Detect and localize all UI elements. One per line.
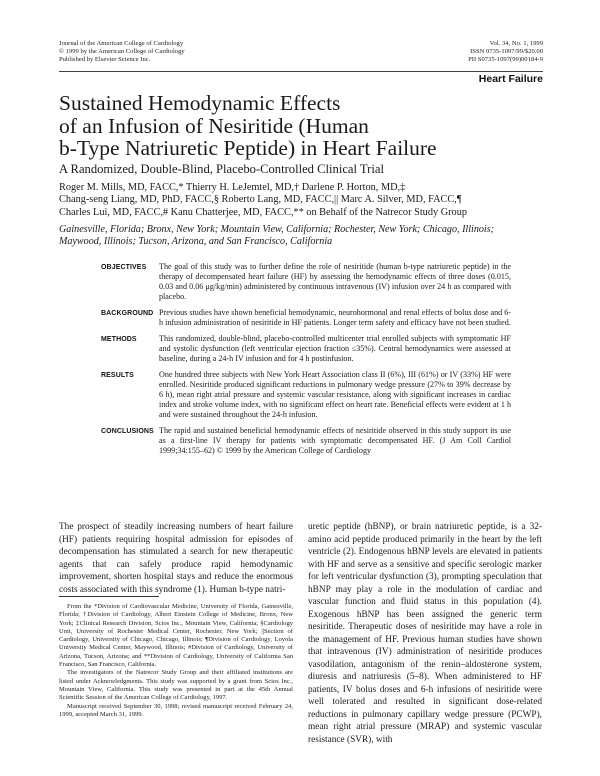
article-subtitle: A Randomized, Double-Blind, Placebo-Controlled Clinical Trial	[59, 162, 384, 176]
journal-info	[59, 40, 259, 65]
footnote-dates: Manuscript received September 30, 1998; revised manuscript received February 24, 1999, accepted March 31, 1999.	[59, 702, 293, 718]
affiliation-locations	[59, 224, 543, 249]
abstract-label: OBJECTIVES	[101, 264, 147, 271]
structured-abstract	[59, 262, 543, 456]
abstract-text: This randomized, double-blind, placebo-controlled multicenter trial enrolled subjects with symptomatic HF and systolic dysfunction (left ventricular ejection fraction ≤35%). Central hemodynamics were assessed at baseline, during a 24-h IV infusion and for 4 h postinfusion.	[159, 334, 511, 363]
abstract-label: BACKGROUND	[101, 310, 154, 317]
publisher-line: Published by Elsevier Science Inc.	[59, 56, 151, 64]
affiliation-line-1: Gainesville, Florida; Bronx, New York; Mountain View, California; Rochester, New York; Chicago, Illinois;	[59, 224, 495, 235]
title-line-2: of an Infusion of Nesiritide (Human	[59, 113, 369, 138]
section-label: Heart Failure	[478, 73, 543, 85]
body-paragraph: uretic peptide (hBNP), or brain natriuretic peptide, is a 32-amino acid peptide produced primarily in the heart by the left ventricle (2). Endogenous hBNP levels are elevated in patients with HF and serve as a sensitive and specific serologic marker for left ventricular dysfunction (3), prompting speculation that hBNP may play a role in the modulation of cardiac and vascular function and fluid status in this population (4). Exogenous hBNP has been assigned the generic term nesiritide. Therapeutic doses of nesiritide may have a role in the management of HF. Previous human studies have shown that intravenous (IV) administration of nesiritide produces vasodilation, antagonism of the renin–aldosterone system, diuresis and natriuresis (5–8). When administered to HF patients, IV bolus doses and 6-h infusions of nesiritide were well tolerated and resulted in significant dose-related reductions in pulmonary capillary wedge pressure (PCWP), mean right atrial pressure (MRAP) and systemic vascular resistance (SVR), with	[308, 522, 542, 745]
abstract-methods	[59, 334, 543, 364]
abstract-label: RESULTS	[101, 372, 134, 379]
abstract-background	[59, 308, 543, 328]
abstract-text: The rapid and sustained beneficial hemodynamic effects of nesiritide observed in this study support its use as a first-line IV therapy for patients with symptomatic decompensated HF. (J Am Coll Cardiol 1999;34:155–62) © 1999 by the American College of Cardiology	[159, 426, 511, 455]
footnotes	[59, 603, 293, 719]
author-list	[59, 182, 543, 219]
abstract-conclusions	[59, 426, 543, 456]
issue-info	[400, 40, 543, 65]
footnote-rule	[59, 596, 159, 597]
abstract-results	[59, 370, 543, 420]
abstract-label: METHODS	[101, 336, 137, 343]
title-line-1: Sustained Hemodynamic Effects	[59, 91, 341, 115]
author-line-2: Chang-seng Liang, MD, PhD, FACC,§ Roberto Lang, MD, FACC,|| Marc A. Silver, MD, FACC,¶	[59, 194, 462, 206]
pii-line: PII S0735-1097(99)00184-9	[468, 56, 543, 64]
body-column-left	[59, 521, 293, 596]
abstract-objectives	[59, 262, 543, 302]
journal-name: Journal of the American College of Cardiology	[59, 40, 184, 47]
header-rule	[59, 71, 543, 72]
author-line-3: Charles Lui, MD, FACC,# Kanu Chatterjee, MD, FACC,** on Behalf of the Natrecor Study Group	[59, 206, 468, 218]
intro-paragraph: The prospect of steadily increasing numbers of heart failure (HF) patients requiring hospital admission for episodes of decompensation has stimulated a search for new therapeutic agents that can safely produce rapid hemodynamic improvement, shorten hospital stays and reduce the enormous costs associated with this syndrome (1). Human b-type natri-	[59, 522, 293, 595]
issn-line: ISSN 0735-1097/99/$20.00	[470, 48, 543, 56]
title-line-3: b-Type Natriuretic Peptide) in Heart Failure	[59, 136, 437, 160]
abstract-text: The goal of this study was to further define the role of nesiritide (human b-type natriuretic peptide) in the therapy of decompensated heart failure (HF) by assessing the hemodynamic effects of three doses (0.015, 0.03 and 0.06 μg/kg/min) administered by continuous intravenous (IV) infusion over 24 h as compared with placebo.	[159, 262, 511, 301]
author-line-1: Roger M. Mills, MD, FACC,* Thierry H. LeJemtel, MD,† Darlene P. Horton, MD,‡	[59, 182, 406, 193]
abstract-text: One hundred three subjects with New York Heart Association class II (6%), III (61%) or IV (33%) HF were enrolled. Nesiritide produced significant reductions in pulmonary wedge pressure (27% to 39% decrease by 6 h), mean right atrial pressure and systemic vascular resistance, along with significant increases in cardiac index and stroke volume index, with no significant effect on heart rate. Beneficial effects were evident at 1 h and were sustained throughout the 24-h infusion.	[159, 370, 511, 419]
footnote-funding: The investigators of the Natrecor Study Group and their affiliated institutions are listed under Acknowledgments. This study was supported by a grant from Scios Inc., Mountain View, California. This study was presented in part at the 45th Annual Scientific Session of the American College of Cardiology, 1997.	[59, 669, 293, 702]
article-title	[59, 92, 529, 160]
volume-line: Vol. 34, No. 1, 1999	[489, 40, 543, 47]
abstract-text: Previous studies have shown beneficial hemodynamic, neurohormonal and renal effects of bolus dose and 6-h infusion administration of nesiritide in HF patients. Longer term safety and efficacy have not been studied.	[159, 308, 511, 327]
body-column-right	[308, 521, 542, 746]
affiliation-line-2: Maywood, Illinois; Tucson, Arizona, and San Francisco, California	[59, 236, 333, 248]
footnote-affiliations: From the *Division of Cardiovascular Medicine, University of Florida, Gainesville, Florida; †Division of Cardiology, Albert Einstein College of Medicine, Bronx, New York; ‡Clinical Research Division, Scios Inc., Mountain View, California; §Cardiology Unit, University of Rochester Medical Center, Rochester, New York; ||Section of Cardiology, University of Chicago, Chicago, Illinois; ¶Division of Cardiology, Loyola University Medical Center, Maywood, Illinois; #Division of Cardiology, University of Arizona, Tucson, Arizona; and **Division of Cardiology, University of California San Francisco, San Francisco, California.	[59, 603, 293, 669]
copyright-line: © 1999 by the American College of Cardiology	[59, 48, 185, 56]
abstract-label: CONCLUSIONS	[101, 428, 154, 435]
